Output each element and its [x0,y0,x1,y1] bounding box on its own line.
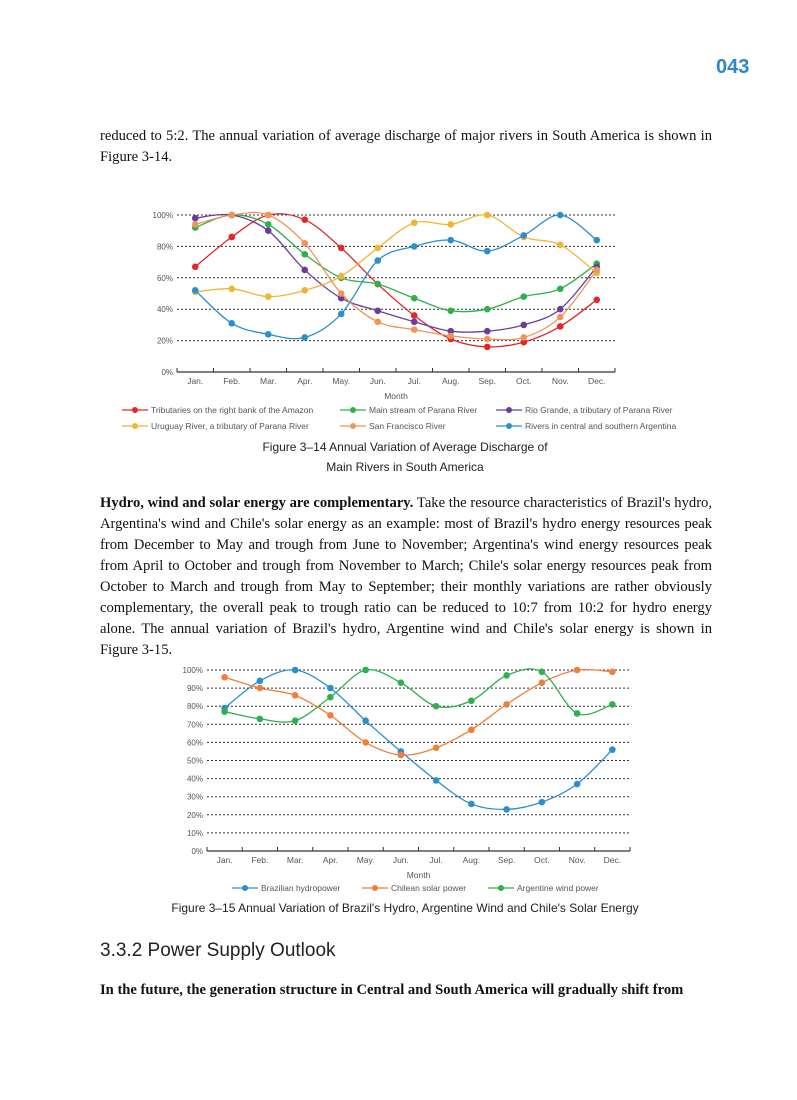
data-point [257,685,264,692]
legend-label: Brazilian hydropower [261,883,341,893]
y-tick-label: 80% [156,242,173,252]
data-point [484,212,491,219]
data-point [192,287,199,294]
data-point [484,328,491,335]
chart-figure-3-14 [0,200,797,440]
data-point [447,307,454,314]
data-point [292,667,299,674]
y-tick-label: 0% [191,847,203,856]
x-tick-label: Jun. [392,855,409,865]
data-point [411,295,418,302]
data-point [520,293,527,300]
data-point [557,242,564,249]
data-point [503,701,510,708]
data-point [484,306,491,313]
legend-marker [372,885,378,891]
data-point [520,232,527,239]
data-point [593,237,600,244]
data-point [192,264,199,271]
data-point [609,746,616,753]
x-tick-label: Mar. [259,376,277,386]
legend-marker [132,407,138,413]
series-line [225,669,613,755]
data-point [362,717,369,724]
data-point [374,257,381,264]
legend-label: Main stream of Parana River [369,405,478,415]
data-point [374,281,381,288]
data-point [292,717,299,724]
data-point [221,674,228,681]
data-point [539,679,546,686]
y-tick-label: 80% [186,702,203,712]
data-point [257,716,264,723]
data-point [539,669,546,676]
data-point [327,685,334,692]
data-point [301,267,308,274]
data-point [484,344,491,351]
data-point [338,245,345,252]
section-heading: 3.3.2 Power Supply Outlook [100,940,336,961]
data-point [301,251,308,258]
data-point [609,701,616,708]
legend-marker [350,423,356,429]
data-point [362,667,369,674]
y-tick-label: 0% [161,368,173,377]
data-point [447,237,454,244]
data-point [411,312,418,319]
x-tick-label: Apr. [322,855,338,865]
legend-label: Rio Grande, a tributary of Parana River [525,405,673,415]
data-point [609,669,616,676]
y-tick-label: 60% [186,738,203,748]
series-line [195,215,597,312]
data-point [327,694,334,701]
data-point [398,752,405,759]
data-point [484,248,491,255]
data-point [338,311,345,318]
y-tick-label: 100% [152,211,173,220]
data-point [539,799,546,806]
data-point [484,336,491,343]
data-point [557,314,564,321]
paragraph-2-body: Take the resource characteristics of Brazil's hydro, Argentina's wind and Chile's solar energy as an example: most of Brazil's hydro energy resources peak from December to May and trough from June to November; Argentina's wind energy resources peak from April to October and trough from November to March; Chile's solar energy resources peak from October to March and trough from May to September; their monthly variations are rather obviously complementary, the overall peak to trough ratio can be reduced to 10:7 from 10:2 for hydro energy alone. The annual variation of Brazil's hydro, Argentine wind and Chile's solar energy is shown in Figure 3-15. [100,495,712,658]
data-point [257,678,264,685]
legend-label: Uruguay River, a tributary of Parana River [151,421,309,431]
y-tick-label: 100% [182,666,203,675]
data-point [447,333,454,340]
y-tick-label: 20% [186,810,203,820]
x-tick-label: Oct. [534,855,550,865]
data-point [593,296,600,303]
x-tick-label: Mar. [286,855,304,865]
x-tick-label: Nov. [568,855,586,865]
data-point [411,243,418,250]
data-point [292,692,299,699]
data-point [228,212,235,219]
data-point [192,215,199,222]
data-point [557,306,564,313]
x-tick-label: May. [332,376,351,386]
data-point [228,320,235,327]
data-point [503,672,510,679]
data-point [398,679,405,686]
x-axis-label: Month [384,391,408,401]
y-tick-label: 60% [156,273,173,283]
figure-3-14-caption-line2: Main Rivers in South America [326,460,484,474]
x-tick-label: Feb. [223,376,241,386]
y-tick-label: 70% [186,720,203,730]
x-tick-label: Nov. [551,376,569,386]
data-point [265,331,272,338]
x-tick-label: Apr. [297,376,313,386]
data-point [327,712,334,719]
paragraph-3: In the future, the generation structure in Central and South America will gradually shift from [100,982,684,998]
x-tick-label: Aug. [462,855,481,865]
y-tick-label: 10% [186,828,203,838]
data-point [520,322,527,329]
legend-marker [506,423,512,429]
data-point [433,703,440,710]
data-point [362,739,369,746]
legend-label: Argentine wind power [517,883,599,893]
x-tick-label: Oct. [515,376,532,386]
x-tick-label: Jul. [429,855,443,865]
data-point [557,285,564,292]
data-point [301,240,308,247]
data-point [228,285,235,292]
figure-3-15-caption: Figure 3–15 Annual Variation of Brazil's Hydro, Argentine Wind and Chile's Solar Energy [171,901,639,915]
series-line [225,670,613,810]
legend-label: Chilean solar power [391,883,467,893]
data-point [228,234,235,241]
data-point [433,745,440,752]
x-tick-label: Aug. [442,376,460,386]
data-point [574,781,581,788]
x-tick-label: Jul. [407,376,421,386]
figure-3-14-caption-line1: Figure 3–14 Annual Variation of Average Discharge of [262,440,548,454]
data-point [468,697,475,704]
y-tick-label: 40% [186,774,203,784]
data-point [447,221,454,228]
y-tick-label: 30% [186,792,203,802]
y-tick-label: 90% [186,684,203,694]
x-tick-label: Jan. [216,855,233,865]
x-tick-label: Jun. [369,376,386,386]
x-tick-label: Sep. [478,376,496,386]
x-tick-label: Jan. [187,376,204,386]
legend-marker [498,885,504,891]
data-point [411,326,418,333]
legend-label: San Francisco River [369,421,446,431]
x-tick-label: Dec. [588,376,606,386]
data-point [468,726,475,733]
data-point [574,667,581,674]
paragraph-1: reduced to 5:2. The annual variation of average discharge of major rivers in South America is shown in Figure 3-14. [100,128,712,165]
data-point [433,777,440,784]
data-point [411,220,418,227]
page-number: 043 [716,56,750,78]
data-point [520,334,527,341]
data-point [301,287,308,294]
data-point [557,323,564,330]
x-tick-label: May. [356,855,375,865]
data-point [265,212,272,219]
paragraph-2-lead: Hydro, wind and solar energy are complementary. [100,495,414,511]
data-point [374,307,381,314]
data-point [503,806,510,813]
data-point [468,801,475,808]
data-point [574,710,581,717]
chart-figure-3-15 [0,660,797,900]
x-axis-label: Month [406,870,431,880]
x-tick-label: Dec. [603,855,622,865]
data-point [192,221,199,228]
data-point [593,267,600,274]
series-line [195,214,597,332]
data-point [557,212,564,219]
data-point [301,216,308,223]
data-point [221,708,228,715]
x-tick-label: Sep. [497,855,516,865]
y-tick-label: 50% [186,756,203,766]
legend-label: Tributaries on the right bank of the Amazon [151,405,314,415]
data-point [301,334,308,341]
y-tick-label: 20% [156,336,173,346]
y-tick-label: 40% [156,305,173,315]
x-tick-label: Feb. [251,855,269,865]
paragraph-2 [100,493,712,661]
legend-marker [350,407,356,413]
data-point [338,273,345,280]
data-point [265,293,272,300]
data-point [265,221,272,228]
data-point [374,318,381,325]
legend-label: Rivers in central and southern Argentina [525,421,677,431]
data-point [265,227,272,234]
legend-marker [506,407,512,413]
data-point [411,318,418,325]
legend-marker [132,423,138,429]
data-point [374,245,381,252]
legend-marker [242,885,248,891]
data-point [338,290,345,297]
